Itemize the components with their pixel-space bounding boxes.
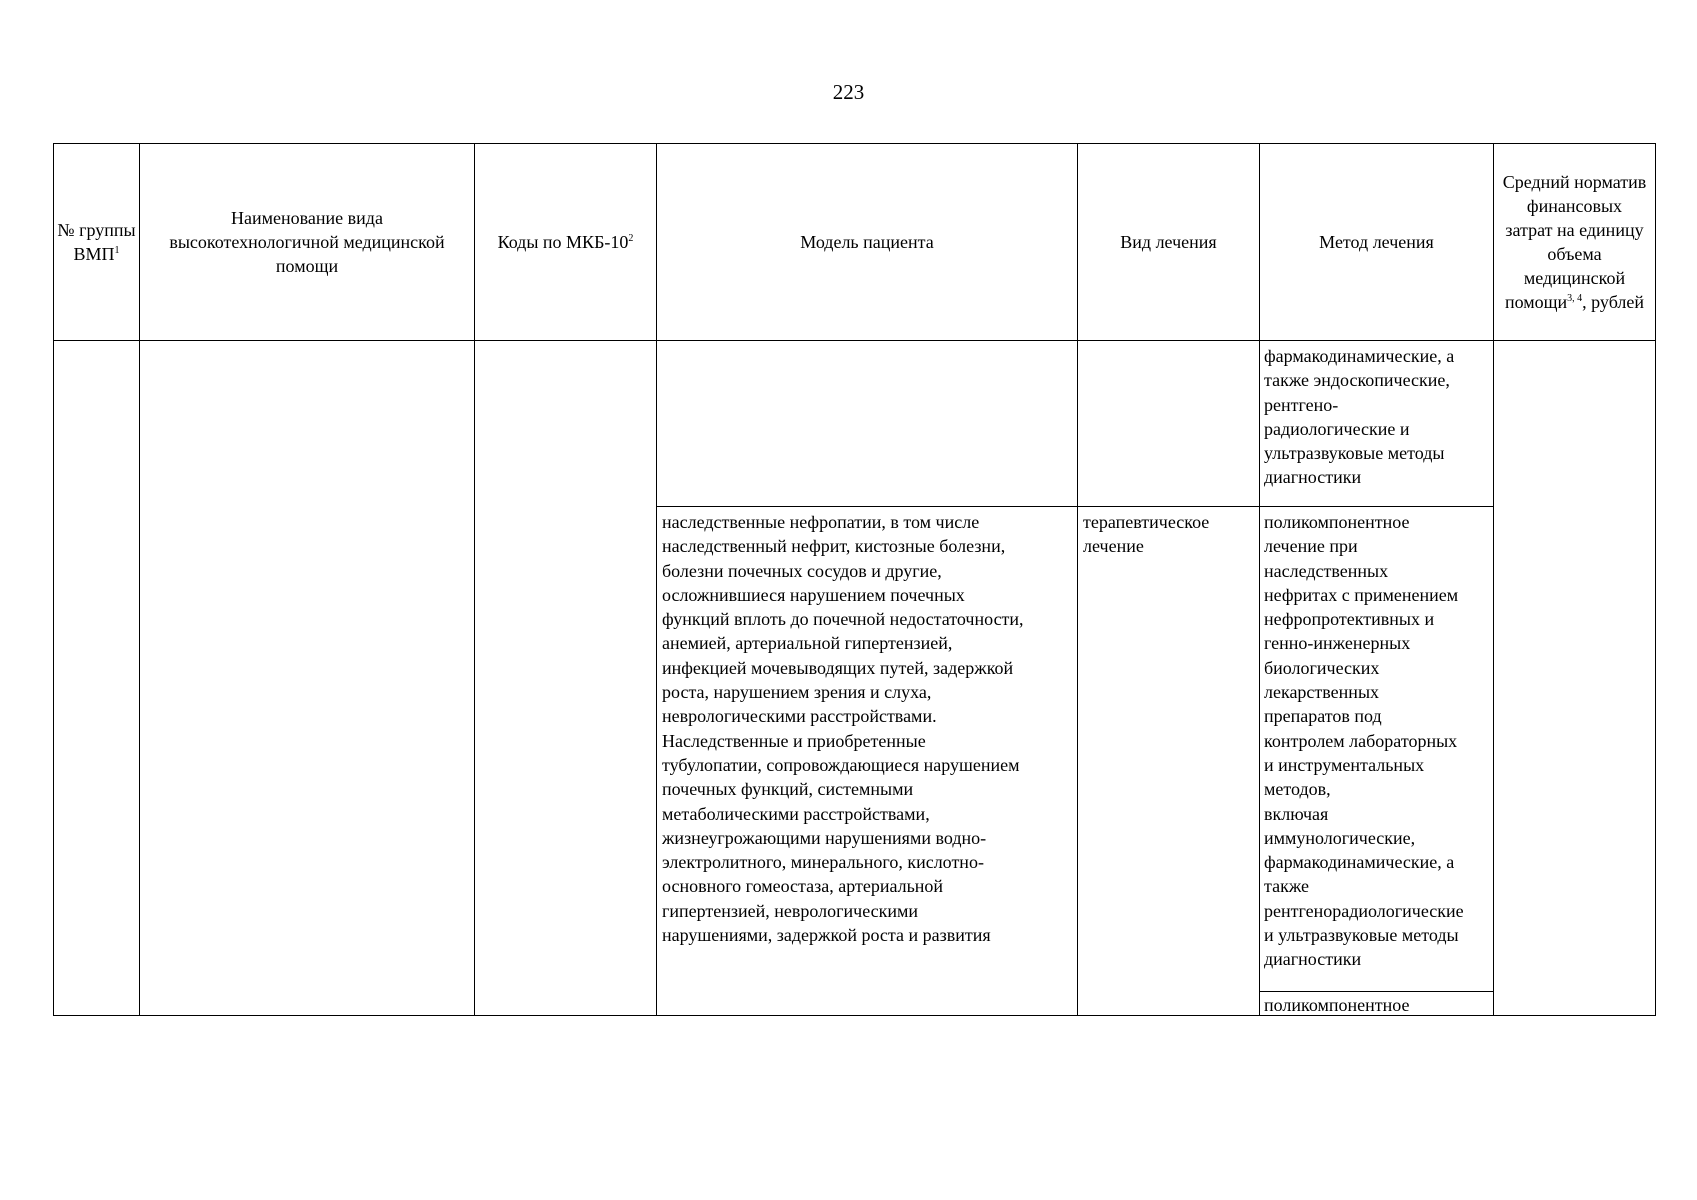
header-bottom-border xyxy=(53,340,1656,341)
table-cell-treatment-method: поликомпонентное лечение при наследственных нефритах с применением нефропротективных и генно-инженерных биологических лекарственных препаратов под контролем лабораторных и инструментальных методов, включая иммунологические, фармакодинамические, а также рентгенорадиологические и ультразвуковые методы диагностики xyxy=(1264,512,1464,970)
header-patient-model-label: Модель пациента xyxy=(800,232,934,252)
table-cell-treatment-type: терапевтическое лечение xyxy=(1083,512,1210,557)
table-bottom-border xyxy=(53,1015,1656,1016)
header-treatment-method-label: Метод лечения xyxy=(1319,232,1434,252)
table-cell-treatment-method: поликомпонентное xyxy=(1264,995,1410,1015)
footnote-marker: 2 xyxy=(628,233,634,244)
header-treatment-type xyxy=(1078,144,1259,340)
column-border xyxy=(1655,143,1656,1016)
header-group-number xyxy=(54,144,139,340)
header-icd-codes xyxy=(475,144,656,340)
header-group-number-label: № группы ВМП xyxy=(57,220,136,264)
header-care-name-label: Наименование вида высокотехнологичной медицинской помощи xyxy=(169,208,445,276)
header-treatment-type-label: Вид лечения xyxy=(1120,232,1217,252)
footnote-marker: 3, 4 xyxy=(1567,293,1583,304)
method-divider xyxy=(1259,991,1493,992)
page-number: 223 xyxy=(832,80,865,104)
table-cell-patient-model: наследственные нефропатии, в том числе наследственный нефрит, кистозные болезни, болезни почечных сосудов и другие, осложнившиеся нарушением почечных функций вплоть до почечной недостаточности, анемией, артериальной гипертензией, инфекцией мочевыводящих путей, задержкой роста, нарушением зрения и слуха, неврологическими расстройствами. Наследственные и приобретенные тубулопатии, сопровождающиеся нарушением почечных функций, системными метаболическими расстройствами, жизнеугрожающими нарушениями водно- электролитного, минерального, кислотно- основного гомеостаза, артериальной гипертензией, неврологическими нарушениями, задержкой роста и развития xyxy=(662,512,1024,946)
footnote-marker: 1 xyxy=(114,245,120,256)
header-average-cost-label: Средний норматив финансовых затрат на единицу объема медицинской помощи xyxy=(1502,172,1647,312)
row-divider xyxy=(656,506,1493,507)
header-patient-model xyxy=(657,144,1077,340)
header-treatment-method xyxy=(1260,144,1493,340)
table-cell-treatment-method: фармакодинамические, а также эндоскопические, рентгено- радиологические и ультразвуковые методы диагностики xyxy=(1264,346,1455,488)
header-average-cost-unit: , рублей xyxy=(1582,292,1645,312)
header-care-name xyxy=(140,144,474,340)
header-icd-codes-label: Коды по МКБ-10 xyxy=(497,232,629,252)
header-average-cost xyxy=(1494,144,1655,340)
